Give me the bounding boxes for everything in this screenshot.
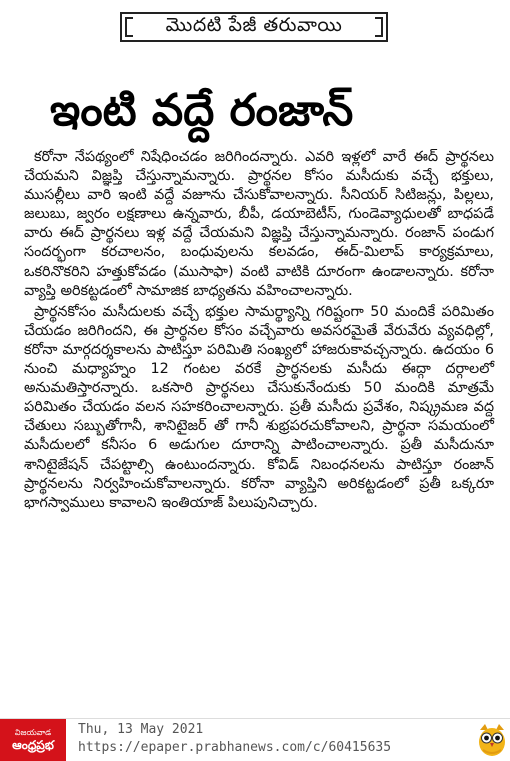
footer-bar xyxy=(0,718,510,761)
logo-edition: విజయవాడ xyxy=(14,727,52,737)
section-banner: మొదటి పేజీ తరువాయి xyxy=(120,12,388,42)
publication-logo[interactable] xyxy=(0,719,66,761)
article-body xyxy=(24,148,494,515)
source-url[interactable]: https://epaper.prabhanews.com/c/60415635 xyxy=(78,740,392,755)
article-paragraph: ప్రార్థనకోసం మసీదులకు వచ్చే భక్తుల సామర్థ్యాన్ని గరిష్టంగా 50 మందికే పరిమితం చేయడం జరిగిందని, ఈ ప్రార్థనల కోసం వచ్చేవారు అవసరమైతే వేరువేరు వ్యవధిల్లో, కరోనా మార్గదర్శకాలను పాటిస్తూ పరిమితి సంఖ్యలో హాజరుకావచ్చన్నారు. ఉదయం 6 నుంచి మధ్యాహ్నం 12 గంటల వరకే ప్రార్థనలకు మసీదు ఈద్గా దర్గాలలో అనుమతిస్తారన్నారు. ఒకసారి ప్రార్థనలు చేసుకునేందుకు 50 మందికి మాత్రమే పరిమితం చేయడం వలన సహకరించాలన్నారు. ప్రతీ మసీదు ప్రవేశం, నిష్క్రమణ వద్ద చేతులు సబ్బుతోగానీ, శానిటైజర్ తో గానీ శుభ్రపరచుకోవాలని, ప్రార్థనా సమయంలో మసీదులలో కనీసం 6 అడుగుల దూరాన్ని పాటించాలన్నారు. ప్రతీ మసీదునూ శానిటైజేషన్ చేపట్టాల్సి ఉంటుందన్నారు. కోవిడ్ నిబంధనలను పాటిస్తూ రంజాన్ ప్రార్థనలను నిర్వహించుకోవాలన్నారు. కరోనా వ్యాప్తిని అరికట్టడంలో ప్రతీ ఒక్కరూ భాగస్వాములు కావాలని ఇంతియాజ్ పిలుపునిచ్చారు. xyxy=(24,303,494,511)
logo-title: ఆంధ్రప్రభ xyxy=(12,737,54,752)
article-paragraph: కరోనా నేపథ్యంలో నిషేధించడం జరిగిందన్నారు. ఎవరి ఇళ్లలో వారే ఈద్ ప్రార్థనలు చేయమని విజ్ఞప్తి చేస్తున్నామన్నారు. ప్రార్థనల కోసం మసీదుకు వచ్చే భక్తులు, ముసల్లీలు వారి ఇంటి వద్దే వజూను చేసుకోవాలన్నారు. సీనియర్ సిటిజన్లు, పిల్లలు, జలుబు, జ్వరం లక్షణాలు ఉన్నవారు, బీపీ, డయాబెటీస్, గుండెవ్యాధులతో బాధపడే వారు ఈద్ ప్రార్థనలు ఇళ్ల వద్దే చేయమని విజ్ఞప్తి చేస్తున్నామన్నారు. రంజాన్ పండుగ సందర్భంగా కరచాలనం, బంధువులను కలవడం, ఈద్-మిలాప్ కార్యక్రమాలు, ఒకరినొకరిని హత్తుకోవడం (ముసాఫా) వంటి వాటికి దూరంగా ఉండాలన్నారు. కరోనా వ్యాప్తి అరికట్టడంలో సామాజిక బాధ్యతను వహించాలన్నారు. xyxy=(24,149,494,299)
headline: ఇంటి వద్దే రంజాన్ xyxy=(50,85,354,136)
publish-date: Thu, 13 May 2021 xyxy=(78,722,204,737)
owl-mascot-icon xyxy=(476,722,508,758)
